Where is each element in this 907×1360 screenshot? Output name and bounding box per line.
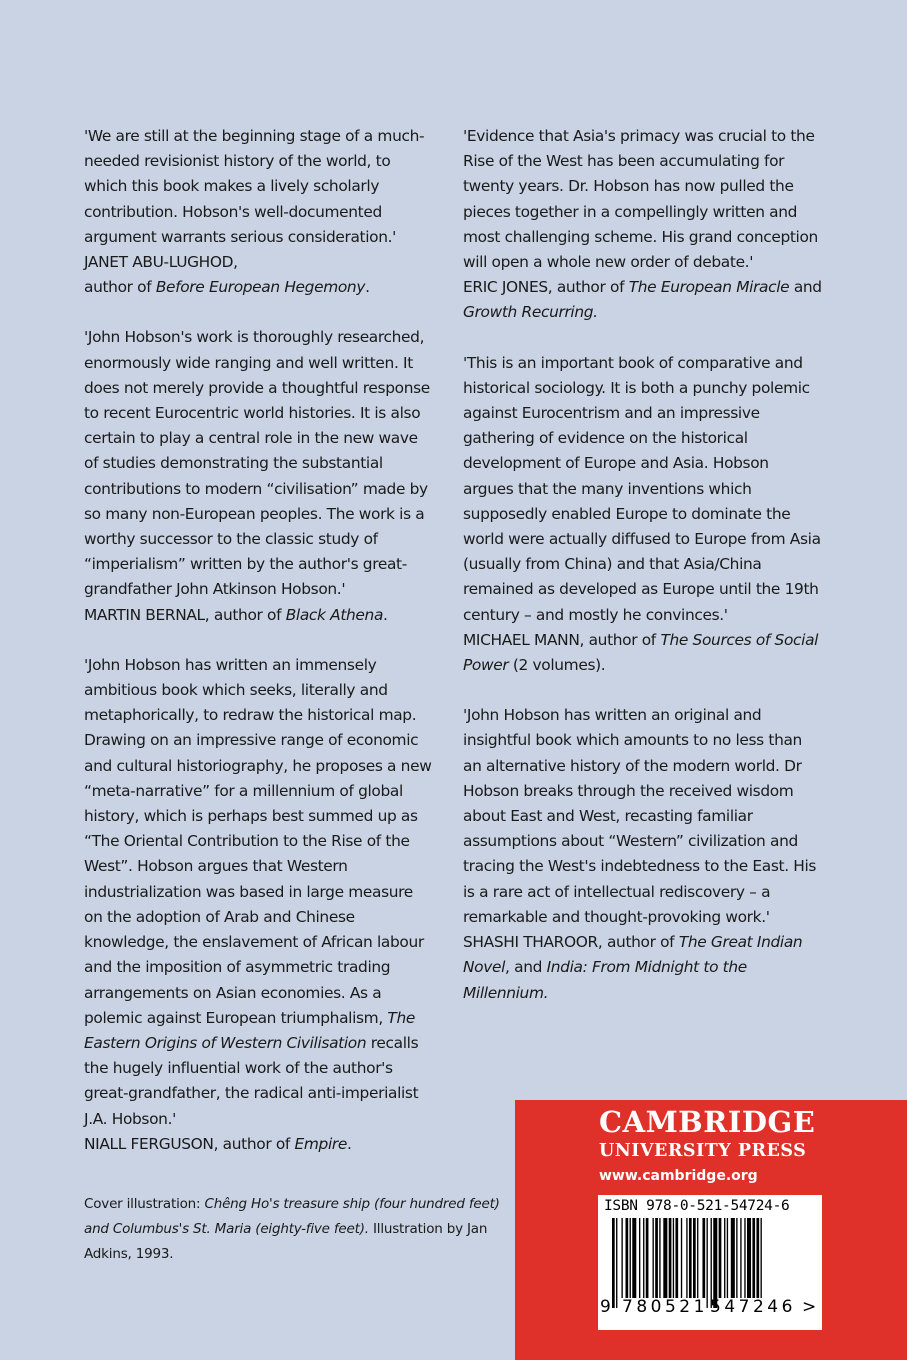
barcode-bar <box>659 1218 660 1298</box>
barcode-bars <box>612 1218 808 1308</box>
barcode-bar <box>686 1218 687 1298</box>
barcode-bar <box>630 1218 631 1298</box>
barcode-bar <box>711 1218 712 1308</box>
barcode-bar <box>612 1218 615 1308</box>
work-title-2: India: From Midnight to the Millennium. <box>463 958 747 1002</box>
work-title: Black Athena <box>285 605 384 624</box>
barcode-bar <box>616 1218 617 1308</box>
review-quote: 'This is an important book of comparative and historical sociology. It is both a punchy polemic against Eurocentrism and an impressive gathering of evidence on the historical development of Europe and Asia. Hobson argues that the many inventions which supposedly enabled Europe to dominate the world were actually diffused to Europe from Asia (usually from China) and that Asia/China remained as developed as Europe until the 19th century – and mostly he convinces.' <box>463 353 821 624</box>
quoted-book-title: The Eastern Origins of Western Civilisation <box>84 1008 415 1052</box>
work-title-2: Growth Recurring. <box>463 303 598 322</box>
review-tharoor <box>463 703 823 1005</box>
reviewer-name: MICHAEL MANN <box>463 630 580 649</box>
review-attribution <box>84 250 434 275</box>
review-attribution <box>463 628 823 678</box>
review-bernal <box>84 325 434 627</box>
publisher-name: CAMBRIDGE <box>599 1105 816 1139</box>
attr-prefix: , author of <box>204 605 286 624</box>
isbn-label: ISBN 978-0-521-54724-6 <box>604 1198 790 1214</box>
credit-suffix: Illustration by Jan Adkins, 1993. <box>84 1221 488 1262</box>
credit-prefix: Cover illustration: <box>84 1196 205 1212</box>
barcode-bar <box>663 1218 667 1298</box>
review-quote: 'We are still at the beginning stage of a much-needed revisionist history of the world, to which this book makes a lively scholarly contribution. Hobson's well-documented argument warrants serious consideration.' <box>84 127 425 246</box>
review-quote: 'Evidence that Asia's primacy was crucial to the Rise of the West has been accumulating for twenty years. Dr. Hobson has now pulled the pieces together in a compellingly written and most challenging scheme. His grand conception will open a whole new order of debate.' <box>463 127 818 272</box>
attr-suffix: . <box>347 1134 352 1153</box>
review-attribution <box>84 1132 434 1157</box>
barcode-digit-first: 9 <box>600 1297 611 1317</box>
barcode-bar <box>731 1218 735 1298</box>
cover-illustration-credit <box>84 1192 504 1267</box>
review-attribution <box>463 930 823 1006</box>
work-title: Empire <box>294 1134 347 1153</box>
attr-prefix: , author of <box>579 630 661 649</box>
reviewer-name: JANET ABU-LUGHOD, <box>84 253 238 272</box>
reviewer-name: SHASHI THAROOR <box>463 933 598 952</box>
review-attribution <box>463 275 823 325</box>
work-title: Before European Hegemony <box>155 278 366 297</box>
attr-mid: and <box>789 278 822 297</box>
publisher-subname: UNIVERSITY PRESS <box>599 1141 807 1161</box>
barcode-bar <box>681 1218 682 1298</box>
reviewer-name: NIALL FERGUSON <box>84 1134 214 1153</box>
barcode-digits-left: 780521 <box>622 1297 708 1317</box>
barcode-bar <box>697 1218 698 1298</box>
review-quote: 'John Hobson's work is thoroughly researched, enormously wide ranging and well written. It does not merely provide a thoughtful response to recent Eurocentric world histories. It is also certain to play a central role in the new wave of studies demonstrating the substantial contributions to modern “civilisation” made by so many non-European peoples. The work is a worthy successor to the classic study of “imperialism” written by the author's great-grandfather John Atkinson Hobson.' <box>84 328 430 599</box>
barcode-bar <box>736 1218 737 1298</box>
review-attribution-line <box>84 275 434 300</box>
attr-prefix: , author of <box>597 933 679 952</box>
review-attribution <box>84 603 434 628</box>
review-quote <box>84 653 434 1132</box>
barcode-bar <box>724 1218 725 1298</box>
publisher-url: www.cambridge.org <box>599 1168 758 1184</box>
review-mann <box>463 351 823 679</box>
quote-part: recalls the hugely influential work of the author's great-grandfather, the radical anti-imperialist J.A. Hobson.' <box>84 1033 419 1128</box>
review-jones <box>463 124 823 326</box>
barcode-bar <box>713 1218 717 1308</box>
barcode-bar <box>653 1218 654 1298</box>
barcode-bar <box>744 1218 745 1298</box>
attr-prefix: , author of <box>213 1134 295 1153</box>
barcode-bar <box>621 1218 622 1298</box>
credit-title: Chêng Ho's treasure ship (four hundred feet) and Columbus's St. Maria (eighty-five feet). <box>84 1196 500 1237</box>
review-quote: 'John Hobson has written an original and insightful book which amounts to no less than an alternative history of the modern world. Dr Hobson breaks through the received wisdom about East and West, recasting familiar assumptions about “Western” civilization and tracing the West's indebtedness to the East. His is a rare act of intellectual rediscovery – a remarkable and thought-provoking work.' <box>463 706 817 926</box>
barcode-bar <box>761 1218 762 1298</box>
barcode-bar <box>669 1218 672 1298</box>
barcode-bar <box>643 1218 644 1298</box>
barcode-bar <box>702 1218 705 1298</box>
barcode-bar <box>673 1218 674 1298</box>
attr-suffix: . <box>383 605 388 624</box>
work-title: The Sources of Social Power <box>463 630 819 675</box>
attr-prefix: , author of <box>547 278 629 297</box>
barcode-bar <box>646 1218 649 1298</box>
quote-part: 'John Hobson has written an immensely ambitious book which seeks, literally and metaphorically, to redraw the historical map. Drawing on an impressive range of economic and cultural historiography, he proposes a new “meta-narrative” for a millennium of global history, which is perhaps best summed up as “The Oriental Contribution to the Rise of the West”. Hobson argues that Western industrialization was based in large measure on the adoption of Arab and Chinese knowledge, the enslavement of African labour and the imposition of asymmetric trading arrangements on Asian economies. As a polemic against European triumphalism, <box>84 655 432 1027</box>
barcode-digits-right: 547246 <box>710 1297 796 1317</box>
barcode-bar <box>740 1218 741 1298</box>
barcode-bar <box>707 1218 708 1308</box>
barcode-bar <box>747 1218 751 1298</box>
barcode-arrow: > <box>802 1297 817 1317</box>
barcode-bar <box>655 1218 658 1298</box>
attr-suffix: (2 volumes). <box>508 656 606 675</box>
barcode-bar <box>693 1218 696 1298</box>
reviewer-name: MARTIN BERNAL <box>84 605 205 624</box>
barcode-bar <box>632 1218 636 1298</box>
work-title: The Great Indian Novel <box>463 933 803 977</box>
review-abu-lughod <box>84 124 434 300</box>
barcode-bar <box>727 1218 728 1298</box>
barcode-bar <box>675 1218 678 1298</box>
attr-prefix: author of <box>84 278 156 297</box>
barcode-bar <box>719 1218 722 1298</box>
credit-text <box>84 1192 504 1267</box>
attr-mid: , and <box>505 958 547 977</box>
barcode-bar <box>752 1218 755 1298</box>
barcode-bar <box>639 1218 640 1298</box>
barcode-bar <box>689 1218 692 1298</box>
reviewer-name: ERIC JONES <box>463 278 548 297</box>
right-review-column <box>463 124 823 1031</box>
barcode-bar <box>756 1218 759 1298</box>
work-title: The European Miracle <box>628 278 790 297</box>
review-ferguson <box>84 653 434 1157</box>
left-review-column <box>84 124 434 1182</box>
attr-suffix: . <box>365 278 370 297</box>
isbn-barcode <box>598 1195 822 1330</box>
barcode-bar <box>626 1218 629 1298</box>
